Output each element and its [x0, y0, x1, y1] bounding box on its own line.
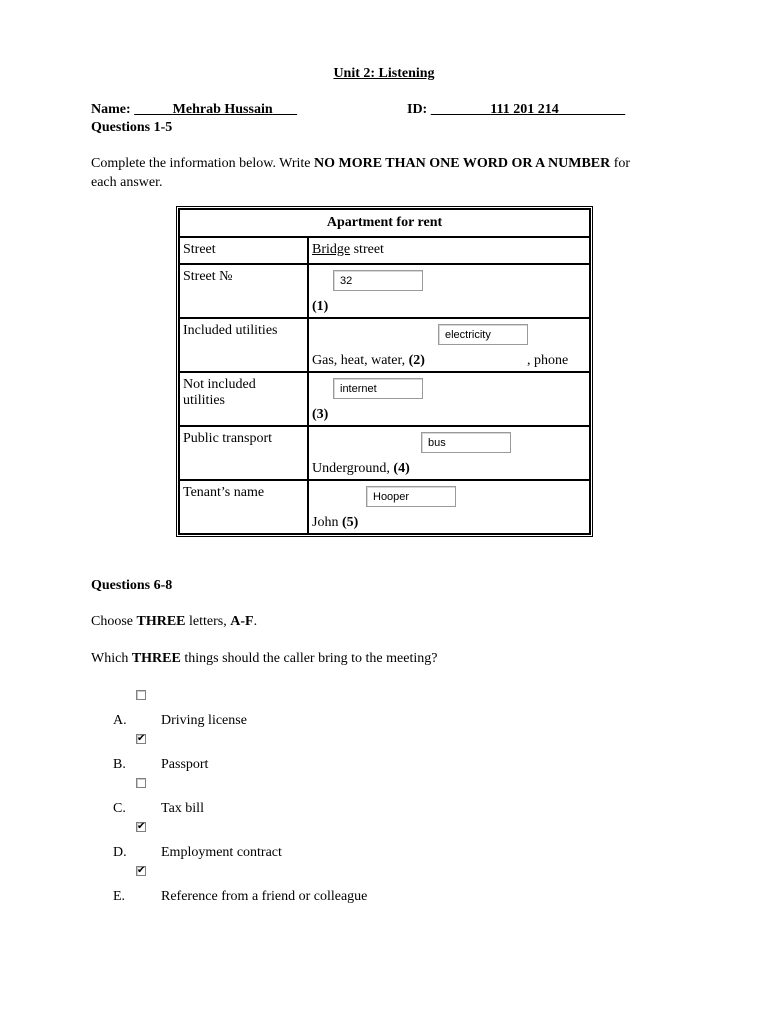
row-label-tenant-name: Tenant’s name	[179, 480, 308, 534]
name-row	[91, 102, 297, 118]
option-text: Passport	[161, 757, 209, 772]
row-label-included-utilities: Included utilities	[179, 318, 308, 372]
page-title: Unit 2: Listening	[333, 66, 435, 81]
id-label: ID:	[407, 102, 428, 117]
name-value: Mehrab Hussain	[172, 102, 273, 117]
included-utilities-input[interactable]: electricity	[438, 324, 528, 345]
public-transport-input[interactable]: bus	[421, 432, 511, 453]
checkbox-option-a[interactable]	[136, 690, 146, 700]
option-text: Employment contract	[161, 845, 282, 860]
answer-number-4: (4)	[393, 461, 410, 476]
option-letter: B.	[113, 757, 126, 772]
row-value-tenant-name: Hooper John (5)	[308, 480, 590, 534]
table-title: Apartment for rent	[179, 209, 590, 237]
included-utilities-suffix: , phone	[527, 353, 569, 368]
option-letter: E.	[113, 889, 126, 904]
apartment-table	[178, 208, 591, 535]
tenant-name-input[interactable]: Hooper	[366, 486, 456, 507]
row-value-street-number	[308, 264, 590, 318]
section2-heading: Questions 6-8	[91, 578, 173, 593]
row-value-public-transport: bus Underground, (4)	[308, 426, 590, 480]
row-label-public-transport: Public transport	[179, 426, 308, 480]
answer-number-3: (3)	[312, 407, 329, 422]
answer-number-5: (5)	[341, 515, 359, 530]
section2-question: Which THREE things should the caller bring to the meeting?	[91, 651, 438, 666]
id-row	[407, 102, 625, 118]
checkbox-option-c[interactable]	[136, 778, 146, 788]
row-label-street-number: Street №	[179, 264, 308, 318]
row-value-not-included-utilities	[308, 372, 590, 426]
not-included-utilities-input[interactable]: internet	[333, 378, 423, 399]
row-value-street: Bridge street	[308, 237, 590, 264]
option-letter: A.	[113, 713, 127, 728]
checkbox-option-b[interactable]: ✔	[137, 733, 146, 744]
name-label: Name:	[91, 102, 131, 117]
row-label-not-included-utilities: Not included utilities	[179, 372, 308, 426]
option-text: Reference from a friend or colleague	[161, 889, 368, 904]
answer-number-1: (1)	[312, 299, 329, 314]
checkbox-option-e[interactable]: ✔	[137, 865, 146, 876]
answer-number-2: (2)	[408, 353, 425, 368]
option-letter: D.	[113, 845, 127, 860]
section1-heading: Questions 1-5	[91, 120, 173, 135]
checkbox-option-d[interactable]: ✔	[137, 821, 146, 832]
option-text: Driving license	[161, 713, 247, 728]
section2-instruction: Choose THREE letters, A-F.	[91, 614, 258, 629]
row-label-street: Street	[179, 237, 308, 264]
section1-instruction: Complete the information below. Write NO MORE THAN ONE WORD OR A NUMBER for	[91, 156, 631, 171]
id-value: 111 201 214	[490, 102, 559, 117]
row-value-included-utilities: electricity Gas, heat, water, (2) , phone	[308, 318, 590, 372]
option-text: Tax bill	[161, 801, 204, 816]
street-number-input[interactable]: 32	[333, 270, 423, 291]
section1-instruction-line2: each answer.	[91, 175, 163, 190]
option-letter: C.	[113, 801, 126, 816]
